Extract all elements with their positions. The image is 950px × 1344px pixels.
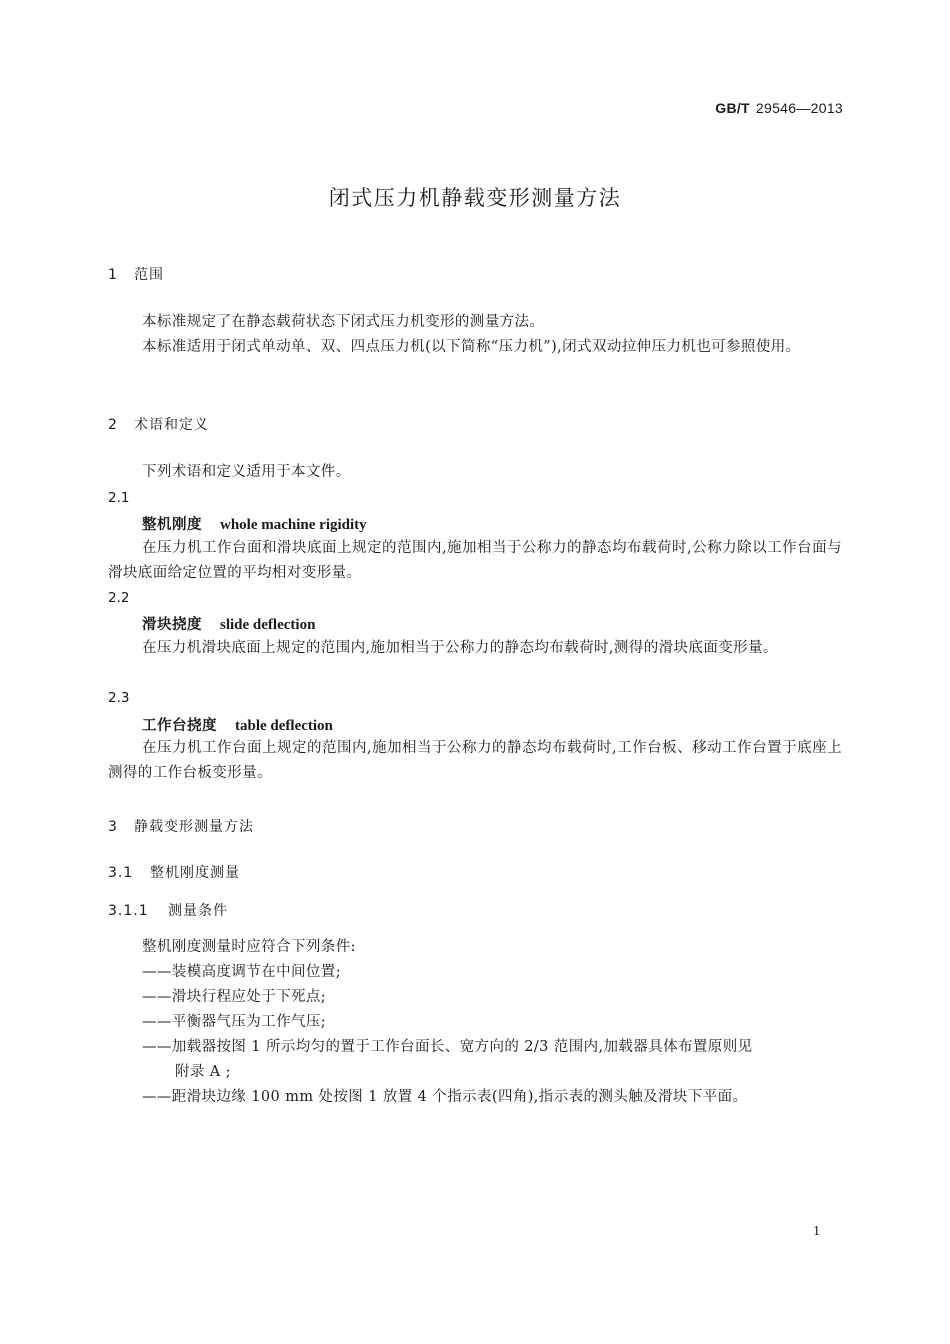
condition-item: ——滑块行程应处于下死点;	[142, 989, 327, 1005]
section-1-heading	[108, 264, 164, 284]
page-number: 1	[813, 1224, 820, 1239]
section-number: 2	[108, 417, 118, 433]
term-en: whole machine rigidity	[220, 517, 367, 533]
condition-item: ——装模高度调节在中间位置;	[142, 964, 341, 980]
condition-item-continuation: 附录 A ;	[175, 1064, 231, 1080]
subsection-3-1-heading	[108, 862, 240, 882]
term-heading	[142, 613, 315, 634]
term-cn: 整机刚度	[142, 517, 202, 533]
term-definition: 在压力机滑块底面上规定的范围内,施加相当于公称力的静态均布载荷时,测得的滑块底面变形量。	[142, 640, 778, 656]
condition-item: ——距滑块边缘 100 mm 处按图 1 放置 4 个指示表(四角),指示表的测头触及滑块下平面。	[142, 1089, 748, 1105]
subsection-title: 测量条件	[168, 903, 228, 919]
section-title: 术语和定义	[134, 417, 209, 433]
document-title: 闭式压力机静载变形测量方法	[328, 186, 622, 210]
standard-prefix: GB/T	[715, 100, 750, 116]
section-number: 3	[108, 819, 118, 835]
section-title: 静载变形测量方法	[134, 819, 254, 835]
term-definition: 在压力机工作台面和滑块底面上规定的范围内,施加相当于公称力的静态均布载荷时,公称力除以工作台面与滑块底面给定位置的平均相对变形量。	[108, 540, 842, 581]
condition-item: ——加载器按图 1 所示均匀的置于工作台面长、宽方向的 2/3 范围内,加载器具体布置原则见	[142, 1039, 753, 1055]
term-heading	[142, 714, 333, 735]
standard-code	[715, 100, 843, 116]
standard-number: 29546—2013	[755, 100, 843, 116]
term-definition: 在压力机工作台面上规定的范围内,施加相当于公称力的静态均布载荷时,工作台板、移动工作台置于底座上测得的工作台板变形量。	[108, 740, 842, 781]
term-number: 2.2	[108, 590, 130, 606]
terms-intro: 下列术语和定义适用于本文件。	[142, 464, 351, 480]
section-2-heading	[108, 414, 209, 434]
subsection-title: 整机刚度测量	[150, 865, 240, 881]
subsection-number: 3.1	[108, 865, 134, 881]
scope-paragraph-1: 本标准规定了在静态载荷状态下闭式压力机变形的测量方法。	[142, 314, 545, 330]
condition-item: ——平衡器气压为工作气压;	[142, 1014, 327, 1030]
term-cn: 工作台挠度	[142, 718, 217, 734]
section-number: 1	[108, 267, 118, 283]
subsection-3-1-1-heading	[108, 900, 228, 920]
term-number: 2.3	[108, 690, 130, 706]
conditions-intro: 整机刚度测量时应符合下列条件:	[142, 939, 356, 955]
term-number: 2.1	[108, 490, 130, 506]
subsection-number: 3.1.1	[108, 903, 149, 919]
scope-paragraph-2: 本标准适用于闭式单动单、双、四点压力机(以下简称“压力机”),闭式双动拉伸压力机也可参照使用。	[142, 339, 801, 355]
term-en: table deflection	[235, 718, 333, 734]
section-title: 范围	[134, 267, 164, 283]
term-cn: 滑块挠度	[142, 617, 202, 633]
section-3-heading	[108, 816, 254, 836]
term-en: slide deflection	[220, 617, 316, 633]
term-heading	[142, 513, 367, 534]
